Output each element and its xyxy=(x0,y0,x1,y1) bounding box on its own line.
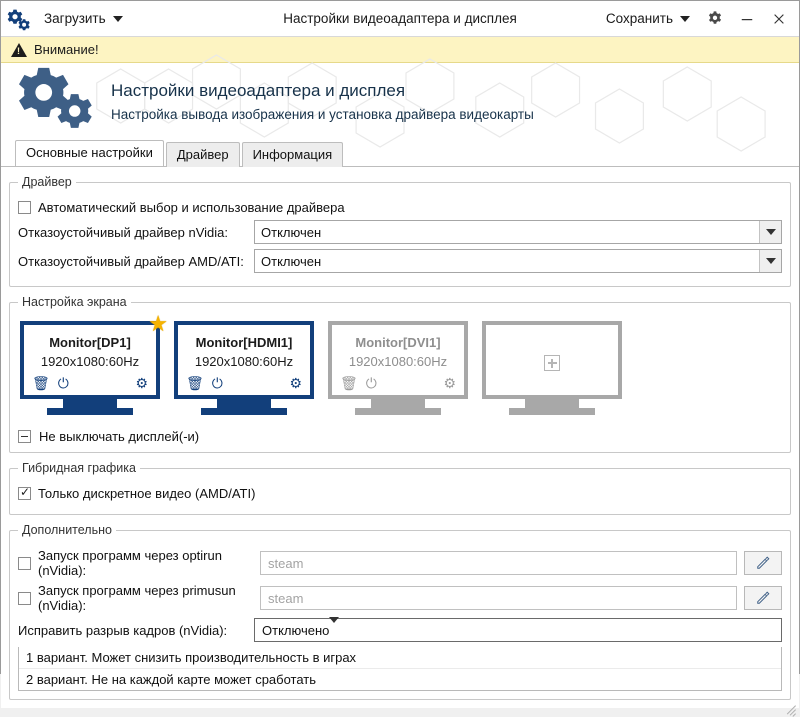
nvidia-fallback-row xyxy=(18,220,782,244)
primusrun-input[interactable]: steam xyxy=(260,586,737,610)
discrete-only-label: Только дискретное видео (AMD/ATI) xyxy=(38,486,256,501)
monitor-stand xyxy=(217,399,271,408)
minimize-button[interactable] xyxy=(733,6,761,32)
power-icon[interactable]: ⏻ xyxy=(57,374,69,391)
additional-group-legend: Дополнительно xyxy=(22,523,112,537)
pencil-icon xyxy=(756,591,770,605)
primusrun-row xyxy=(18,583,782,613)
chevron-down-icon[interactable] xyxy=(759,221,781,243)
monitor-card-hdmi1[interactable] xyxy=(174,321,314,415)
nvidia-fallback-value: Отключен xyxy=(261,224,322,240)
hybrid-graphics-legend: Гибридная графика xyxy=(22,461,136,475)
primusrun-edit-button[interactable] xyxy=(744,586,782,610)
monitor-screen xyxy=(174,321,314,399)
monitor-actions xyxy=(332,369,464,392)
tearfix-options-list[interactable] xyxy=(18,647,782,691)
gears-icon xyxy=(7,7,31,31)
chevron-down-icon xyxy=(113,16,123,22)
tab-driver[interactable]: Драйвер xyxy=(166,142,240,167)
warning-text: Внимание! xyxy=(34,42,99,57)
chevron-down-icon[interactable] xyxy=(329,623,339,638)
monitor-name: Monitor[DVI1] xyxy=(355,334,441,350)
resize-grip[interactable] xyxy=(782,692,796,706)
amd-fallback-select[interactable] xyxy=(254,249,782,273)
load-button[interactable] xyxy=(37,7,130,30)
monitor-card-dvi1[interactable] xyxy=(328,321,468,415)
tearfix-option-2[interactable]: 2 вариант. Не на каждой карте может сработать xyxy=(19,668,781,690)
chevron-down-icon xyxy=(680,16,690,22)
close-icon xyxy=(772,12,786,26)
power-icon[interactable]: ⏻ xyxy=(365,374,377,391)
tearfix-select[interactable] xyxy=(254,618,782,642)
driver-group-legend: Драйвер xyxy=(22,175,72,189)
banner-title: Настройки видеоадаптера и дисплея xyxy=(111,80,406,100)
tearfix-option-1[interactable]: 1 вариант. Может снизить производительность в играх xyxy=(26,650,357,665)
banner-subtitle: Настройка вывода изображения и установка драйвера видеокарты xyxy=(111,106,534,122)
amd-fallback-row xyxy=(18,249,782,273)
monitor-card-add[interactable] xyxy=(482,321,622,415)
additional-group xyxy=(9,523,791,700)
auto-driver-row[interactable] xyxy=(18,200,782,215)
title-bar xyxy=(1,1,799,37)
title-bar-left xyxy=(7,7,130,31)
monitor-base xyxy=(201,408,287,415)
auto-driver-label: Автоматический выбор и использование драйвера xyxy=(38,200,345,215)
pencil-icon xyxy=(756,556,770,570)
monitor-resolution: 1920x1080:60Hz xyxy=(40,353,140,369)
window-title: Настройки видеоадаптера и дисплея xyxy=(283,11,517,26)
trash-icon[interactable]: 🗑 xyxy=(32,374,50,391)
discrete-only-row[interactable] xyxy=(18,486,782,501)
load-button-label: Загрузить xyxy=(44,11,106,26)
banner-text xyxy=(111,81,534,122)
monitor-actions xyxy=(178,369,310,392)
close-button[interactable] xyxy=(765,6,793,32)
gear-icon[interactable]: ⚙ xyxy=(443,374,456,391)
power-icon[interactable]: ⏻ xyxy=(211,374,223,391)
minimize-icon xyxy=(740,12,754,26)
monitor-actions xyxy=(24,369,156,392)
screen-group xyxy=(9,295,791,453)
keep-display-on-row[interactable] xyxy=(18,429,782,444)
tearfix-label: Исправить разрыв кадров (nVidia): xyxy=(18,622,228,638)
monitor-base xyxy=(509,408,595,415)
monitor-stand xyxy=(525,399,579,408)
optirun-checkbox[interactable] xyxy=(18,557,31,570)
auto-driver-checkbox[interactable] xyxy=(18,201,31,214)
monitor-stand xyxy=(371,399,425,408)
tab-information[interactable]: Информация xyxy=(242,142,344,167)
monitor-stand xyxy=(63,399,117,408)
warning-triangle-icon xyxy=(11,43,27,57)
monitor-list xyxy=(18,311,782,417)
optirun-edit-button[interactable] xyxy=(744,551,782,575)
primusrun-checkbox[interactable] xyxy=(18,592,31,605)
monitor-card-dp1[interactable] xyxy=(20,311,168,415)
plus-icon[interactable] xyxy=(544,355,560,371)
gear-icon[interactable]: ⚙ xyxy=(135,374,148,391)
save-button[interactable] xyxy=(599,7,697,30)
optirun-label: Запуск программ через optirun (nVidia): xyxy=(38,548,222,578)
warning-bar xyxy=(1,37,799,63)
header-banner xyxy=(1,63,799,139)
banner-gears-icon xyxy=(17,64,95,138)
settings-button[interactable] xyxy=(701,6,729,32)
tab-main-settings[interactable]: Основные настройки xyxy=(15,140,164,166)
monitor-name: Monitor[DP1] xyxy=(49,334,131,350)
monitor-name: Monitor[HDMI1] xyxy=(195,334,293,350)
amd-fallback-value: Отключен xyxy=(261,253,322,269)
screen-group-legend: Настройка экрана xyxy=(22,295,127,309)
title-bar-right xyxy=(599,6,793,32)
save-button-label: Сохранить xyxy=(605,11,673,26)
chevron-down-icon[interactable] xyxy=(759,250,781,272)
monitor-screen-empty xyxy=(482,321,622,399)
discrete-only-checkbox[interactable] xyxy=(18,487,31,500)
monitor-screen xyxy=(328,321,468,399)
nvidia-fallback-select[interactable] xyxy=(254,220,782,244)
collapse-icon[interactable] xyxy=(18,430,31,443)
driver-group xyxy=(9,175,791,287)
amd-fallback-label: Отказоустойчивый драйвер AMD/ATI: xyxy=(18,253,244,269)
tearfix-value: Отключено xyxy=(262,622,330,638)
tab-content-main-settings xyxy=(1,166,799,708)
tab-bar xyxy=(1,139,799,166)
monitor-resolution: 1920x1080:60Hz xyxy=(194,353,294,369)
trash-icon[interactable]: 🗑 xyxy=(186,374,204,391)
monitor-base xyxy=(47,408,133,415)
tearfix-row xyxy=(18,618,782,642)
trash-icon[interactable]: 🗑 xyxy=(340,374,358,391)
hybrid-graphics-group xyxy=(9,461,791,515)
optirun-input[interactable]: steam xyxy=(260,551,737,575)
nvidia-fallback-label: Отказоустойчивый драйвер nVidia: xyxy=(18,224,228,240)
optirun-row xyxy=(18,548,782,578)
monitor-base xyxy=(355,408,441,415)
gear-icon xyxy=(706,10,724,28)
keep-display-on-label: Не выключать дисплей(-и) xyxy=(39,429,200,444)
monitor-resolution: 1920x1080:60Hz xyxy=(348,353,448,369)
primusrun-label: Запуск программ через primusun (nVidia): xyxy=(38,583,236,613)
monitor-screen xyxy=(20,321,160,399)
star-icon: ★ xyxy=(148,311,168,336)
gear-icon[interactable]: ⚙ xyxy=(289,374,302,391)
